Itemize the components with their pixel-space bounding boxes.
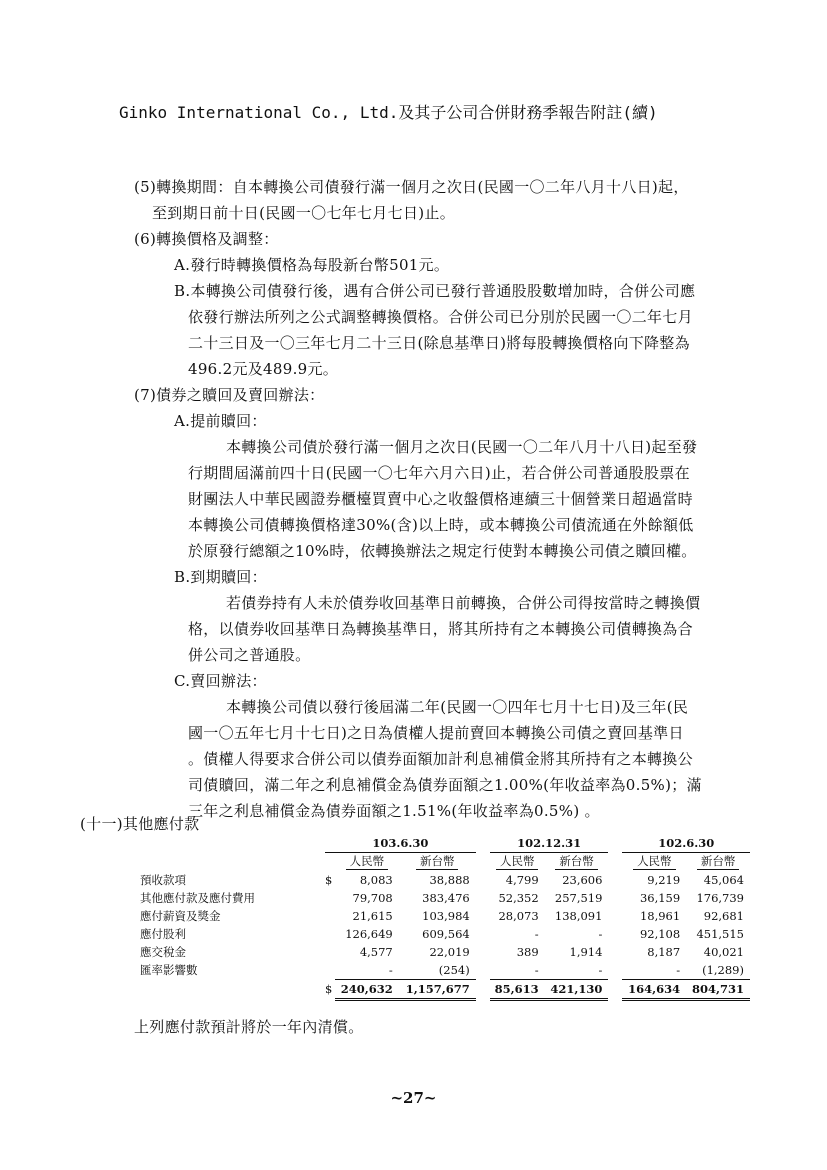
table-cell: 22,019: [429, 944, 470, 959]
table-cell: 92,681: [703, 908, 744, 923]
table-cell: -: [335, 961, 399, 980]
page-number: ~27~: [390, 1089, 437, 1107]
table-cell: -: [490, 961, 545, 980]
column-header: 新台幣: [545, 852, 609, 871]
subsection-heading: B.到期贖回：: [174, 568, 267, 586]
table-row: [140, 925, 750, 943]
text-line: B.本轉換公司債發行後，遇有合併公司已發行普通股股數增加時，合併公司應: [174, 282, 696, 300]
table-cell: 103,984: [422, 908, 470, 923]
text-line: 。債權人得要求合併公司以債券面額加計利息補償金將其所持有之本轉換公: [188, 750, 693, 768]
text-line: 國一〇五年七月十七日)之日為債權人提前賣回本轉換公司債之賣回基準日: [188, 724, 684, 742]
table-cell: 21,615: [352, 908, 393, 923]
table-cell: (1,289): [686, 961, 750, 980]
table-cell: 40,021: [703, 944, 744, 959]
table-cell: 8,083: [359, 872, 393, 887]
table-cell: 257,519: [554, 890, 603, 905]
table-cell: 138,091: [554, 908, 603, 923]
table-cell: 4,799: [505, 872, 539, 887]
section-heading: (7)債券之贖回及賣回辦法：: [134, 386, 325, 404]
section-heading: (十一)其他應付款: [80, 815, 200, 833]
text-line: 併公司之普通股。: [188, 646, 311, 664]
table-cell: 28,073: [498, 908, 539, 923]
text-line: A.發行時轉換價格為每股新台幣501元。: [174, 256, 450, 274]
column-header: 人民幣: [490, 852, 545, 871]
text-line: 財團法人中華民國證券櫃檯買賣中心之收盤價格連續三十個營業日超過當時: [188, 490, 693, 508]
table-cell: -: [534, 926, 539, 941]
text-line: 依發行辦法所列之公式調整轉換價格。合併公司已分別於民國一〇二年七月: [188, 308, 693, 326]
table-row: [140, 907, 750, 925]
table-cell: -: [622, 961, 686, 980]
row-label: 匯率影響數: [140, 962, 198, 977]
row-label: 應交稅金: [140, 944, 186, 959]
text-line: 格，以債券收回基準日為轉換基準日，將其所持有之本轉換公司債轉換為合: [188, 620, 693, 638]
table-cell: 389: [516, 944, 539, 959]
total-cell: 164,634: [622, 979, 686, 999]
text-line: (5)轉換期間：自本轉換公司債發行滿一個月之次日(民國一〇二年八月十八日)起，: [134, 178, 689, 196]
period-header: 102.12.31: [490, 834, 609, 852]
row-label: 預收款項: [140, 872, 186, 887]
table-row: [140, 943, 750, 961]
page-header: Ginko International Co., Ltd.及其子公司合併財務季報告附註(續): [119, 103, 658, 122]
table-cell: 36,159: [639, 890, 681, 905]
table-row: [140, 889, 750, 907]
table-cell: 126,649: [345, 926, 393, 941]
table-cell: 383,476: [422, 890, 470, 905]
table-cell: 92,108: [639, 926, 681, 941]
text-line: 本轉換公司債以發行後屆滿二年(民國一〇四年七月十七日)及三年(民: [226, 698, 689, 716]
table-cell: -: [545, 961, 609, 980]
column-header: 人民幣: [335, 852, 399, 871]
text-line: 若債券持有人未於債券收回基準日前轉換，合併公司得按當時之轉換價: [226, 594, 701, 612]
text-line: 本轉換公司債轉換價格達30%(含)以上時，或本轉換公司債流通在外餘額低: [188, 516, 694, 534]
total-cell: 85,613: [490, 979, 545, 999]
text-line: 至到期日前十日(民國一〇七年七月七日)止。: [152, 204, 456, 222]
text-line: 三年之利息補償金為債券面額之1.51%(年收益率為0.5%) 。: [188, 802, 600, 820]
row-label: 應付薪資及獎金: [140, 908, 221, 923]
table-cell: 451,515: [696, 926, 744, 941]
subsection-heading: C.賣回辦法：: [174, 672, 267, 690]
currency-symbol: $: [325, 982, 333, 996]
text-line: 二十三日及一〇三年七月二十三日(除息基準日)將每股轉換價格向下降整為: [188, 334, 690, 352]
column-header: 人民幣: [622, 852, 686, 871]
table-cell: 8,187: [647, 944, 681, 959]
table-cell: -: [598, 926, 603, 941]
footnote: 上列應付款預計將於一年內清償。: [134, 1018, 364, 1036]
column-header: 新台幣: [686, 852, 750, 871]
table-cell: 18,961: [639, 908, 681, 923]
column-header: 新台幣: [399, 852, 476, 871]
table-cell: 176,739: [696, 890, 744, 905]
row-label: 其他應付款及應付費用: [140, 890, 255, 905]
section-heading: (6)轉換價格及調整：: [134, 230, 279, 248]
table-cell: 4,577: [359, 944, 393, 959]
table-cell: 38,888: [429, 872, 470, 887]
table-row: [140, 961, 750, 980]
total-cell: 421,130: [545, 979, 609, 999]
text-line: 本轉換公司債於發行滿一個月之次日(民國一〇二年八月十八日)起至發: [226, 438, 698, 456]
subsection-heading: A.提前贖回：: [174, 412, 267, 430]
table-cell: (254): [399, 961, 476, 980]
table-cell: 609,564: [422, 926, 470, 941]
period-header: 103.6.30: [325, 834, 476, 852]
text-line: 496.2元及489.9元。: [188, 360, 339, 378]
table-cell: 45,064: [703, 872, 744, 887]
text-line: 行期間屆滿前四十日(民國一〇七年六月六日)止，若合併公司普通股股票在: [188, 464, 690, 482]
text-line: 司債贖回，滿二年之利息補償金為債券面額之1.00%(年收益率為0.5%)；滿: [188, 776, 702, 794]
text-line: 於原發行總額之10%時，依轉換辦法之規定行使對本轉換公司債之贖回權。: [188, 542, 697, 560]
table-row: [140, 871, 750, 889]
total-cell: 804,731: [686, 979, 750, 999]
table-cell: 1,914: [569, 944, 603, 959]
table-cell: 23,606: [562, 872, 603, 887]
total-cell: 1,157,677: [399, 979, 476, 999]
total-row: [140, 979, 750, 999]
table-cell: 79,708: [352, 890, 393, 905]
table-cell: 52,352: [498, 890, 539, 905]
currency-symbol: $: [325, 872, 333, 887]
period-header: 102.6.30: [622, 834, 750, 852]
total-cell: 240,632: [335, 979, 399, 999]
row-label: 應付股利: [140, 926, 186, 941]
other-payables-table: [140, 834, 750, 1001]
table-cell: 9,219: [647, 872, 681, 887]
